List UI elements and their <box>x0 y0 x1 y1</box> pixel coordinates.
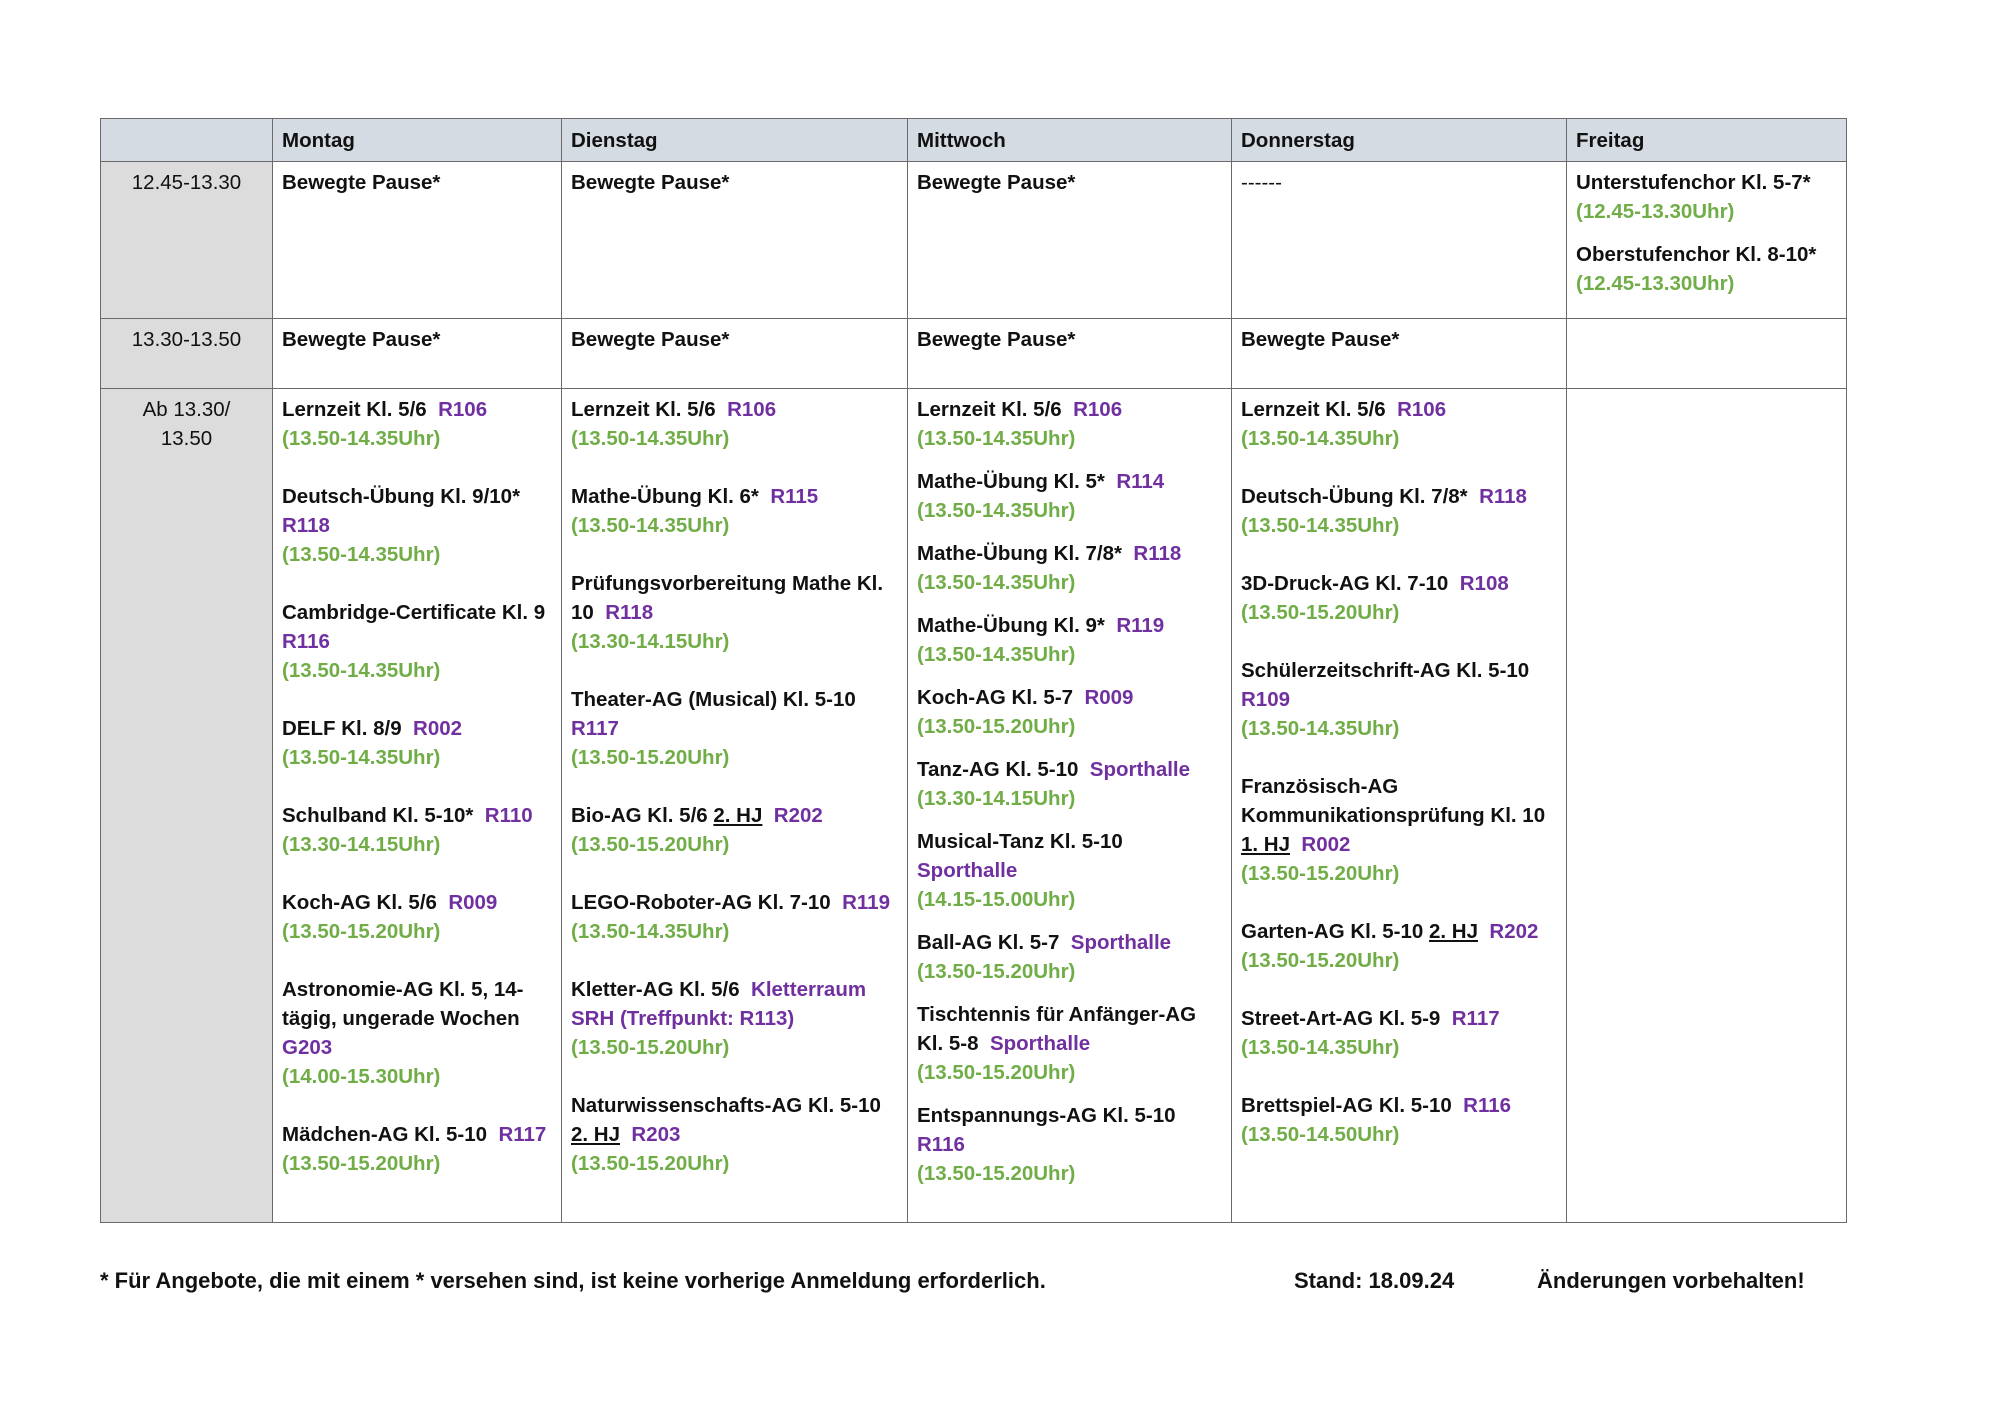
footer-changes: Änderungen vorbehalten! <box>1537 1268 1805 1293</box>
entry-time: (13.50-14.35Uhr) <box>1241 1036 1400 1059</box>
entry-title: Tanz-AG Kl. 5-10 <box>917 758 1079 781</box>
entry-title: Mathe-Übung Kl. 7/8* <box>917 542 1123 565</box>
entry-title: Oberstufenchor Kl. 8-10* <box>1576 243 1817 266</box>
entry-room: R118 <box>1479 485 1527 508</box>
entry-room: G203 <box>282 1036 333 1059</box>
entry-title: Lernzeit Kl. 5/6 <box>571 398 716 421</box>
entry-room: R106 <box>1073 398 1123 421</box>
entry-time: (13.50-14.35Uhr) <box>917 427 1076 450</box>
entry-room: Sporthalle <box>1070 931 1172 954</box>
list-item <box>571 569 898 656</box>
entry-title: DELF Kl. 8/9 <box>282 717 402 740</box>
entry-title: Unterstufenchor Kl. 5-7* <box>1576 171 1811 194</box>
entry-time: (13.50-14.35Uhr) <box>1241 514 1400 537</box>
day-header-friday: Freitag <box>1567 119 1847 162</box>
time-slot-cell <box>101 319 273 389</box>
header-corner <box>101 119 273 162</box>
entry-time: (13.50-15.20Uhr) <box>917 1162 1076 1185</box>
entry-time: (14.00-15.30Uhr) <box>282 1065 441 1088</box>
footer-stand: Stand: 18.09.24 <box>1294 1268 1455 1293</box>
cell-thursday <box>1232 389 1567 1223</box>
entry-title: Kletter-AG Kl. 5/6 <box>571 978 740 1001</box>
list-item <box>1576 240 1837 298</box>
entry-room: R117 <box>498 1123 547 1146</box>
list-item <box>282 975 552 1091</box>
list-item <box>571 888 898 946</box>
empty-placeholder: ------ <box>1241 171 1282 194</box>
list-item <box>917 539 1222 597</box>
cell-monday <box>273 319 562 389</box>
list-item <box>1241 656 1557 743</box>
entry-time: (13.50-14.35Uhr) <box>1241 717 1400 740</box>
entry-title: Lernzeit Kl. 5/6 <box>282 398 427 421</box>
list-item <box>282 801 552 859</box>
cell-wednesday <box>908 162 1232 319</box>
entry-time: (13.50-14.50Uhr) <box>1241 1123 1400 1146</box>
footer-note: * Für Angebote, die mit einem * versehen sind, ist keine vorherige Anmeldung erforderlich. <box>100 1268 1046 1293</box>
list-item <box>917 928 1222 986</box>
time-slot-cell <box>101 389 273 1223</box>
entry-room: R002 <box>1301 833 1351 856</box>
day-header-thursday: Donnerstag <box>1232 119 1567 162</box>
list-item <box>917 683 1222 741</box>
entry-title: Mathe-Übung Kl. 9* <box>917 614 1105 637</box>
entry-room: R115 <box>770 485 819 508</box>
half-year-badge: 2. HJ <box>1428 920 1478 943</box>
entry-time: (13.50-14.35Uhr) <box>1241 427 1400 450</box>
entry-time: (13.50-15.20Uhr) <box>571 1152 730 1175</box>
list-item <box>917 1000 1222 1087</box>
entry-time: (13.50-14.35Uhr) <box>917 643 1076 666</box>
entry-title: Lernzeit Kl. 5/6 <box>1241 398 1386 421</box>
cell-monday <box>273 162 562 319</box>
entry-title: Schulband Kl. 5-10* <box>282 804 474 827</box>
entry-room: Sporthalle <box>917 859 1018 882</box>
entry-room: R116 <box>917 1133 965 1156</box>
entry-title: Entspannungs-AG Kl. 5-10 <box>917 1104 1176 1127</box>
entry-time: (13.50-14.35Uhr) <box>282 427 441 450</box>
header-row <box>101 119 1847 162</box>
half-year-badge: 2. HJ <box>571 1123 620 1146</box>
list-item <box>1241 395 1557 453</box>
day-header-monday: Montag <box>273 119 562 162</box>
list-item <box>917 755 1222 813</box>
entry-room: R002 <box>413 717 463 740</box>
entry-time: (13.50-15.20Uhr) <box>282 920 441 943</box>
entry-room: R117 <box>571 717 619 740</box>
entry-time: (13.50-15.20Uhr) <box>571 1036 730 1059</box>
entry-title: Deutsch-Übung Kl. 7/8* <box>1241 485 1468 508</box>
entry-title: Französisch-AG Kommunikationsprüfung Kl. 10 <box>1241 775 1546 827</box>
list-item <box>917 1101 1222 1188</box>
entry-room: R119 <box>1116 614 1165 637</box>
entry-room: R202 <box>1489 920 1539 943</box>
time-slot: Ab 13.30/ <box>142 398 231 421</box>
cell-tuesday <box>562 319 908 389</box>
pause-label: Bewegte Pause* <box>571 328 730 351</box>
entry-time: (13.50-15.20Uhr) <box>1241 949 1400 972</box>
entry-room: R109 <box>1241 688 1291 711</box>
pause-label: Bewegte Pause* <box>917 328 1076 351</box>
entry-room: R202 <box>773 804 823 827</box>
pause-label: Bewegte Pause* <box>282 171 441 194</box>
list-item <box>282 482 552 569</box>
table-row <box>101 162 1847 319</box>
day-header-wednesday: Mittwoch <box>908 119 1232 162</box>
entry-title: Mathe-Übung Kl. 6* <box>571 485 759 508</box>
entry-room: R114 <box>1116 470 1165 493</box>
half-year-badge: 2. HJ <box>713 804 763 827</box>
entry-time: (14.15-15.00Uhr) <box>917 888 1076 911</box>
entry-time: (13.50-14.35Uhr) <box>917 499 1076 522</box>
cell-tuesday <box>562 389 908 1223</box>
list-item <box>1241 772 1557 888</box>
list-item <box>1241 482 1557 540</box>
entry-time: (13.50-14.35Uhr) <box>571 427 730 450</box>
entry-title: Bio-AG Kl. 5/6 <box>571 804 708 827</box>
list-item <box>282 598 552 685</box>
entry-title: Musical-Tanz Kl. 5-10 <box>917 830 1123 853</box>
entry-room: Sporthalle <box>1089 758 1191 781</box>
list-item <box>571 395 898 453</box>
entry-title: Brettspiel-AG Kl. 5-10 <box>1241 1094 1452 1117</box>
entry-title: Koch-AG Kl. 5/6 <box>282 891 437 914</box>
entry-time: (13.50-15.20Uhr) <box>917 1061 1076 1084</box>
cell-wednesday <box>908 389 1232 1223</box>
entry-title: 3D-Druck-AG Kl. 7-10 <box>1241 572 1449 595</box>
cell-thursday <box>1232 319 1567 389</box>
entry-time: (13.50-14.35Uhr) <box>917 571 1076 594</box>
entry-room: Kletterraum SRH (Treffpunkt: R113) <box>571 978 867 1030</box>
entry-time: (13.30-14.15Uhr) <box>917 787 1076 810</box>
list-item <box>571 1091 898 1178</box>
entry-title: Mädchen-AG Kl. 5-10 <box>282 1123 488 1146</box>
entry-room: R110 <box>484 804 533 827</box>
entry-room: R203 <box>631 1123 681 1146</box>
entry-room: R118 <box>605 601 654 624</box>
list-item <box>571 482 898 540</box>
list-item <box>571 801 898 859</box>
list-item <box>282 1120 552 1178</box>
cell-wednesday <box>908 319 1232 389</box>
list-item <box>282 714 552 772</box>
entry-title: Koch-AG Kl. 5-7 <box>917 686 1074 709</box>
list-item <box>917 395 1222 453</box>
entry-title: Prüfungsvorbereitung Mathe Kl. 10 <box>571 572 884 624</box>
list-item <box>917 467 1222 525</box>
entry-room: R119 <box>842 891 890 914</box>
entry-title: LEGO-Roboter-AG Kl. 7-10 <box>571 891 831 914</box>
time-slot: 12.45-13.30 <box>131 171 242 194</box>
entry-time: (13.50-15.20Uhr) <box>917 715 1076 738</box>
entry-time: (13.50-14.35Uhr) <box>571 920 730 943</box>
entry-room: R116 <box>1463 1094 1512 1117</box>
table-row <box>101 389 1847 1223</box>
list-item <box>571 975 898 1062</box>
cell-monday <box>273 389 562 1223</box>
cell-tuesday <box>562 162 908 319</box>
list-item <box>282 395 552 453</box>
pause-label: Bewegte Pause* <box>282 328 441 351</box>
list-item <box>1576 168 1837 226</box>
entry-time: (13.50-14.35Uhr) <box>571 514 730 537</box>
entry-title: Tischtennis für Anfänger-AG Kl. 5-8 <box>917 1003 1197 1055</box>
entry-room: R106 <box>438 398 488 421</box>
entry-room: R106 <box>727 398 777 421</box>
cell-friday <box>1567 162 1847 319</box>
half-year-badge: 1. HJ <box>1241 833 1290 856</box>
day-header-tuesday: Dienstag <box>562 119 908 162</box>
entry-time: (13.50-15.20Uhr) <box>1241 862 1400 885</box>
entry-time: (13.50-14.35Uhr) <box>282 543 441 566</box>
pause-label: Bewegte Pause* <box>917 171 1076 194</box>
entry-time: (13.50-14.35Uhr) <box>282 659 441 682</box>
schedule-table <box>100 118 1847 1223</box>
entry-room: R009 <box>448 891 498 914</box>
time-slot-cell <box>101 162 273 319</box>
entry-room: R106 <box>1397 398 1447 421</box>
entry-time: (13.50-15.20Uhr) <box>917 960 1076 983</box>
entry-title: Naturwissenschafts-AG Kl. 5-10 <box>571 1094 881 1117</box>
entry-room: R108 <box>1459 572 1509 595</box>
entry-time: (13.50-15.20Uhr) <box>571 746 730 769</box>
cell-thursday <box>1232 162 1567 319</box>
entry-title: Lernzeit Kl. 5/6 <box>917 398 1062 421</box>
time-slot: 13.30-13.50 <box>131 328 242 351</box>
list-item <box>1241 1004 1557 1062</box>
entry-room: Sporthalle <box>989 1032 1091 1055</box>
entry-room: R009 <box>1084 686 1134 709</box>
entry-title: Garten-AG Kl. 5-10 <box>1241 920 1424 943</box>
entry-time: (12.45-13.30Uhr) <box>1576 200 1735 223</box>
pause-label: Bewegte Pause* <box>1241 328 1400 351</box>
cell-friday <box>1567 319 1847 389</box>
entry-time: (13.30-14.15Uhr) <box>282 833 441 856</box>
entry-title: Mathe-Übung Kl. 5* <box>917 470 1105 493</box>
entry-time: (13.50-15.20Uhr) <box>282 1152 441 1175</box>
entry-title: Astronomie-AG Kl. 5, 14-tägig, ungerade Wochen <box>282 978 524 1030</box>
list-item <box>1241 917 1557 975</box>
time-slot: 13.50 <box>160 427 213 450</box>
list-item <box>917 827 1222 914</box>
entry-room: R116 <box>282 630 330 653</box>
pause-label: Bewegte Pause* <box>571 171 730 194</box>
entry-title: Deutsch-Übung Kl. 9/10* <box>282 485 521 508</box>
entry-time: (13.30-14.15Uhr) <box>571 630 730 653</box>
entry-time: (12.45-13.30Uhr) <box>1576 272 1735 295</box>
entry-title: Street-Art-AG Kl. 5-9 <box>1241 1007 1441 1030</box>
list-item <box>282 888 552 946</box>
list-item <box>571 685 898 772</box>
list-item <box>1241 569 1557 627</box>
entry-time: (13.50-15.20Uhr) <box>571 833 730 856</box>
entry-time: (13.50-14.35Uhr) <box>282 746 441 769</box>
entry-title: Schülerzeitschrift-AG Kl. 5-10 <box>1241 659 1530 682</box>
entry-title: Theater-AG (Musical) Kl. 5-10 <box>571 688 856 711</box>
entry-title: Ball-AG Kl. 5-7 <box>917 931 1060 954</box>
list-item <box>917 611 1222 669</box>
cell-friday <box>1567 389 1847 1223</box>
entry-room: R118 <box>282 514 330 537</box>
table-row <box>101 319 1847 389</box>
entry-room: R118 <box>1133 542 1182 565</box>
list-item <box>1241 1091 1557 1149</box>
entry-time: (13.50-15.20Uhr) <box>1241 601 1400 624</box>
entry-title: Cambridge-Certificate Kl. 9 <box>282 601 546 624</box>
entry-room: R117 <box>1451 1007 1500 1030</box>
